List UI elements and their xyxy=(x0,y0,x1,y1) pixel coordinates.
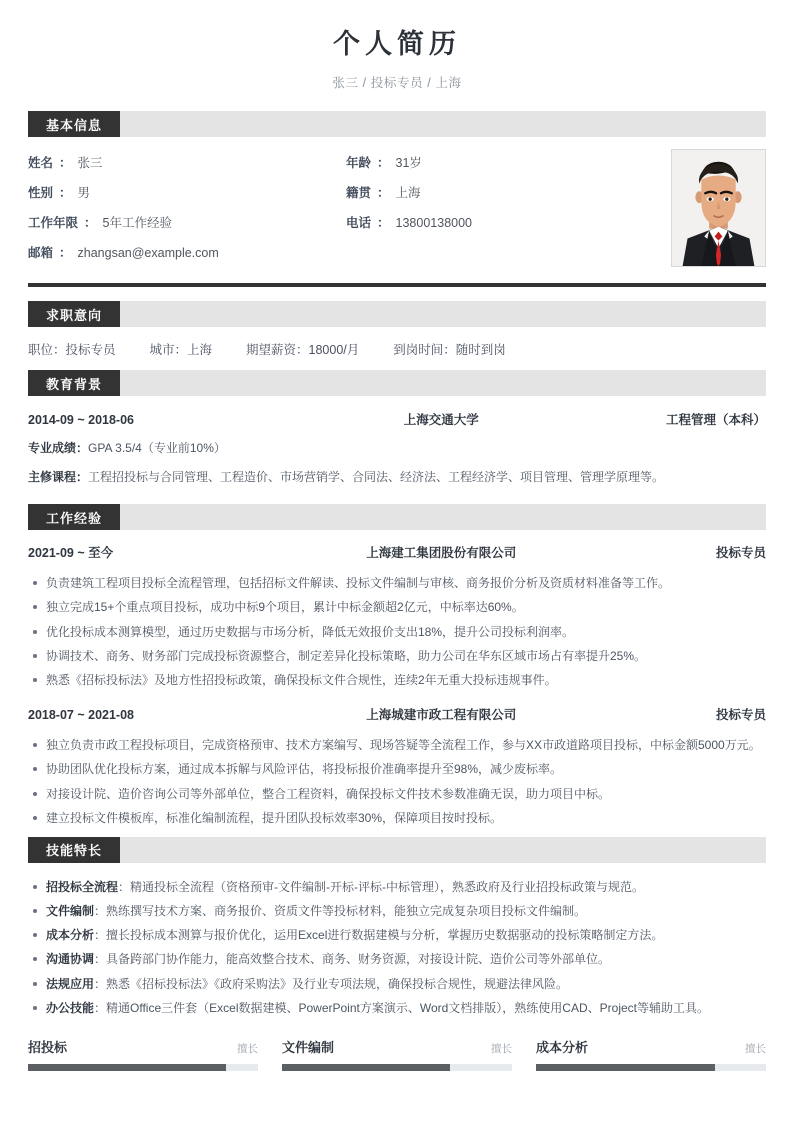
skill-bar-name: 成本分析 xyxy=(536,1040,589,1055)
work-heading-row xyxy=(28,705,766,723)
skill-item xyxy=(28,948,766,970)
work-bullet-list xyxy=(28,734,766,829)
skill-name: 招投标全流程 xyxy=(46,879,119,894)
skill-item xyxy=(28,924,766,946)
education-courses-line: 主修课程：工程招投标与合同管理、工程造价、市场营销学、合同法、经济法、工程经济学、项目管理、管理学原理等。 xyxy=(28,469,665,484)
education-gpa-value: GPA 3.5/4（专业前10%） xyxy=(88,441,226,455)
field-label: 籍贯 xyxy=(346,186,372,200)
section-header-intention xyxy=(28,301,766,327)
skill-bar-track xyxy=(536,1064,766,1071)
field-gender xyxy=(28,183,346,213)
field-colon: ： xyxy=(377,186,390,200)
skill-bars-row xyxy=(28,1027,766,1071)
section-header-skills xyxy=(28,837,766,863)
field-value: zhangsan@example.com xyxy=(77,246,219,260)
field-colon: ： xyxy=(377,156,390,170)
field-colon: ： xyxy=(377,216,390,230)
field-label: 邮箱 xyxy=(28,246,54,260)
skill-bar-head xyxy=(28,1037,258,1056)
skill-bar-head xyxy=(536,1037,766,1056)
education-gpa-label: 专业成绩 xyxy=(28,441,77,455)
field-value: 张三 xyxy=(77,156,103,170)
work-company: 上海城建市政工程有限公司 xyxy=(366,708,517,723)
education-gpa-line: 专业成绩：GPA 3.5/4（专业前10%） xyxy=(28,441,226,455)
intention-salary: 期望薪资：18000/月 xyxy=(246,343,360,357)
field-label: 工作年限 xyxy=(28,216,79,230)
skill-bar-item xyxy=(536,1037,766,1071)
section-tab-intention: 求职意向 xyxy=(28,301,120,327)
skill-bar-name: 文件编制 xyxy=(282,1040,335,1055)
skill-item xyxy=(28,900,766,922)
page-subtitle: 张三 / 投标专员 / 上海 xyxy=(332,76,462,90)
field-value: 5年工作经验 xyxy=(102,216,172,230)
skill-bar-level: 擅长 xyxy=(237,1043,258,1055)
work-experience-block xyxy=(28,530,766,837)
skill-bar-fill xyxy=(28,1064,226,1071)
skill-desc: ：精通Office三件套（Excel数据建模、PowerPoint方案演示、Word文档排版），熟练使用CAD、Project等辅助工具。 xyxy=(94,1000,709,1015)
work-bullet: 独立完成15+个重点项目投标，成功中标9个项目，累计中标金额超2亿元，中标率达60%。 xyxy=(28,596,766,618)
skill-desc: ：具备跨部门协作能力，能高效整合技术、商务、财务资源，对接设计院、造价公司等外部单位。 xyxy=(94,952,611,967)
page-title: 个人简历 xyxy=(333,29,461,59)
skill-bar-level: 擅长 xyxy=(745,1043,766,1055)
work-job-item xyxy=(28,543,766,691)
document-header xyxy=(0,0,794,111)
education-courses-value: 工程招投标与合同管理、工程造价、市场营销学、合同法、经济法、工程经济学、项目管理、管理学原理等。 xyxy=(88,469,665,484)
work-period: 2021-09 ~ 至今 xyxy=(28,546,114,561)
intention-availability: 到岗时间：随时到岗 xyxy=(393,343,506,357)
skill-bar-track xyxy=(28,1064,258,1071)
intention-position: 职位：投标专员 xyxy=(28,343,116,357)
skill-bar-fill xyxy=(536,1064,715,1071)
skill-bar-item xyxy=(28,1037,258,1071)
section-tab-education: 教育背景 xyxy=(28,370,120,396)
field-name xyxy=(28,153,346,183)
field-hometown xyxy=(346,183,648,213)
skill-desc: ：熟悉《招标投标法》《政府采购法》及行业专项法规，确保投标合规性，规避法律风险。 xyxy=(94,976,569,991)
section-tab-basic: 基本信息 xyxy=(28,111,120,137)
skill-name: 法规应用 xyxy=(46,976,95,991)
skill-bar-name: 招投标 xyxy=(28,1040,68,1055)
skill-bar-head xyxy=(282,1037,512,1056)
section-tab-work: 工作经验 xyxy=(28,504,120,530)
skill-name: 文件编制 xyxy=(46,904,95,919)
work-role: 投标专员 xyxy=(715,708,766,723)
skill-item xyxy=(28,876,766,898)
work-bullet-list xyxy=(28,572,766,691)
skill-item xyxy=(28,973,766,995)
work-bullet: 熟悉《招标投标法》及地方性招投标政策，确保投标文件合规性，连续2年无重大投标违规事件。 xyxy=(28,669,766,691)
field-label: 姓名 xyxy=(28,156,54,170)
portrait-photo-icon xyxy=(672,150,765,266)
skill-bar-fill xyxy=(282,1064,450,1071)
basic-info-block xyxy=(28,137,766,287)
skill-item xyxy=(28,997,766,1019)
education-degree: 工程管理（本科） xyxy=(665,413,766,427)
work-company: 上海建工集团股份有限公司 xyxy=(366,546,517,561)
field-value: 上海 xyxy=(395,186,421,200)
skill-bar-item xyxy=(282,1037,512,1071)
skill-desc: ：擅长投标成本测算与报价优化，运用Excel进行数据建模与分析，掌握历史数据驱动的投标策略制定方法。 xyxy=(94,928,664,943)
work-heading-row xyxy=(28,543,766,561)
work-role: 投标专员 xyxy=(715,546,766,561)
education-courses-label: 主修课程 xyxy=(28,469,77,484)
work-bullet: 协助团队优化投标方案，通过成本拆解与风险评估，将投标报价准确率提升至98%，减少废标率。 xyxy=(28,758,766,780)
education-heading-row xyxy=(28,410,766,428)
education-period: 2014-09 ~ 2018-06 xyxy=(28,413,134,427)
basic-info-grid xyxy=(28,153,648,273)
job-intention-block xyxy=(28,327,766,370)
intention-city: 城市：上海 xyxy=(149,343,213,357)
field-colon: ： xyxy=(59,186,72,200)
work-bullet: 建立投标文件模板库，标准化编制流程，提升团队投标效率30%，保障项目按时投标。 xyxy=(28,807,766,829)
field-label: 年龄 xyxy=(346,156,372,170)
work-period: 2018-07 ~ 2021-08 xyxy=(28,708,134,723)
field-colon: ： xyxy=(84,216,97,230)
section-header-education xyxy=(28,370,766,396)
work-bullet: 负责建筑工程项目投标全流程管理，包括招标文件解读、投标文件编制与审核、商务报价分析及资质材料准备等工作。 xyxy=(28,572,766,594)
section-header-basic xyxy=(28,111,766,137)
field-colon: ： xyxy=(59,246,72,260)
field-email xyxy=(28,243,648,273)
avatar xyxy=(671,149,766,267)
skill-desc: ：精通投标全流程（资格预审-文件编制-开标-评标-中标管理），熟悉政府及行业招投标政策与规范。 xyxy=(118,879,645,894)
skill-bar-track xyxy=(282,1064,512,1071)
skills-block xyxy=(28,863,766,1027)
field-experience-years xyxy=(28,213,346,243)
field-value: 13800138000 xyxy=(395,216,473,230)
field-phone xyxy=(346,213,648,243)
education-school: 上海交通大学 xyxy=(403,413,479,427)
skill-name: 成本分析 xyxy=(46,928,95,943)
work-bullet: 对接设计院、造价咨询公司等外部单位，整合工程资料，确保投标文件技术参数准确无误，助力项目中标。 xyxy=(28,783,766,805)
field-label: 电话 xyxy=(346,216,372,230)
education-block xyxy=(28,396,766,504)
work-bullet: 独立负责市政工程投标项目，完成资格预审、技术方案编写、现场答疑等全流程工作，参与XX市政道路项目投标，中标金额5000万元。 xyxy=(28,734,766,756)
field-value: 男 xyxy=(77,186,91,200)
field-colon: ： xyxy=(59,156,72,170)
section-header-work xyxy=(28,504,766,530)
work-bullet: 优化投标成本测算模型，通过历史数据与市场分析，降低无效报价支出18%，提升公司投标利润率。 xyxy=(28,621,766,643)
field-age xyxy=(346,153,648,183)
field-value: 31岁 xyxy=(395,156,422,170)
skill-desc: ：熟练撰写技术方案、商务报价、资质文件等投标材料，能独立完成复杂项目投标文件编制。 xyxy=(94,904,587,919)
skill-name: 办公技能 xyxy=(46,1000,95,1015)
skill-bar-level: 擅长 xyxy=(491,1043,512,1055)
work-bullet: 协调技术、商务、财务部门完成投标资源整合，制定差异化投标策略，助力公司在华东区域市场占有率提升25%。 xyxy=(28,645,766,667)
section-tab-skills: 技能特长 xyxy=(28,837,120,863)
work-job-item xyxy=(28,705,766,829)
skills-bullet-list xyxy=(28,876,766,1019)
field-label: 性别 xyxy=(28,186,54,200)
skill-name: 沟通协调 xyxy=(46,952,95,967)
